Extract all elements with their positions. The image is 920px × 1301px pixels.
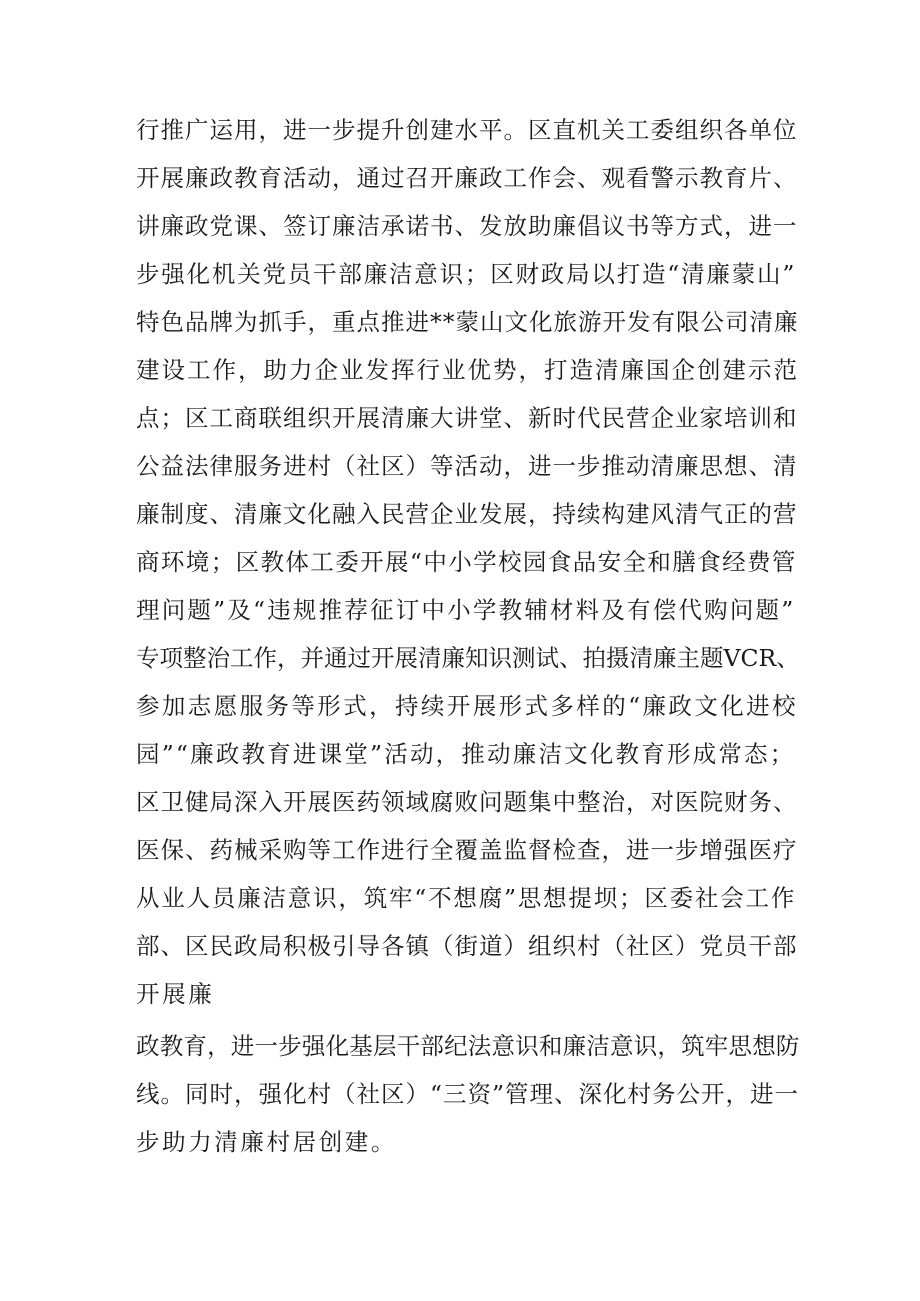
- text-line: 开展廉政教育活动，通过召开廉政工作会、观看警示教育片、: [136, 164, 798, 192]
- text-line: 线。同时，强化村（社区）“三资”管理、深化村务公开，进一: [136, 1080, 800, 1108]
- text-line: 建设工作，助力企业发挥行业优势，打造清廉国企创建示范: [136, 356, 799, 384]
- text-line: 从业人员廉洁意识，筑牢“不想腐”思想提坝；区委社会工作: [136, 884, 797, 912]
- text-line: 步助力清廉村居创建。: [136, 1128, 397, 1156]
- text-line: 理问题”及“违规推荐征订中小学教辅材料及有偿代购问题”: [136, 596, 796, 624]
- text-line: 特色品牌为抓手，重点推进**蒙山文化旅游开发有限公司清廉: [136, 308, 799, 336]
- text-line: 商环境；区教体工委开展“中小学校园食品安全和膳食经费管: [136, 548, 797, 576]
- text-line: 步强化机关党员干部廉洁意识；区财政局以打造“清廉蒙山”: [136, 260, 797, 288]
- text-line: 开展廉: [136, 980, 215, 1008]
- text-line: 点；区工商联组织开展清廉大讲堂、新时代民营企业家培训和: [136, 404, 798, 432]
- text-line: 部、区民政局积极引导各镇（街道）组织村（社区）党员干部: [136, 932, 798, 960]
- text-line: 参加志愿服务等形式，持续开展形式多样的“廉政文化进校: [136, 692, 798, 720]
- text-line: 行推广运用，进一步提升创建水平。区直机关工委组织各单位: [136, 116, 798, 144]
- text-line: 区卫健局深入开展医药领域腐败问题集中整治，对医院财务、: [136, 788, 798, 816]
- text-line: 专项整治工作，并通过开展清廉知识测试、拍摄清廉主题VCR、: [136, 644, 800, 672]
- text-line: 公益法律服务进村（社区）等活动，进一步推动清廉思想、清: [136, 452, 798, 480]
- text-line: 园”“廉政教育进课堂”活动，推动廉洁文化教育形成常态；: [136, 740, 796, 768]
- text-line: 医保、药械采购等工作进行全覆盖监督检查，进一步增强医疗: [136, 836, 798, 864]
- text-line: 讲廉政党课、签订廉洁承诺书、发放助廉倡议书等方式，进一: [136, 212, 798, 240]
- text-line: 廉制度、清廉文化融入民营企业发展，持续构建风清气正的营: [136, 500, 798, 528]
- text-line: 政教育，进一步强化基层干部纪法意识和廉洁意识，筑牢思想防: [136, 1032, 800, 1060]
